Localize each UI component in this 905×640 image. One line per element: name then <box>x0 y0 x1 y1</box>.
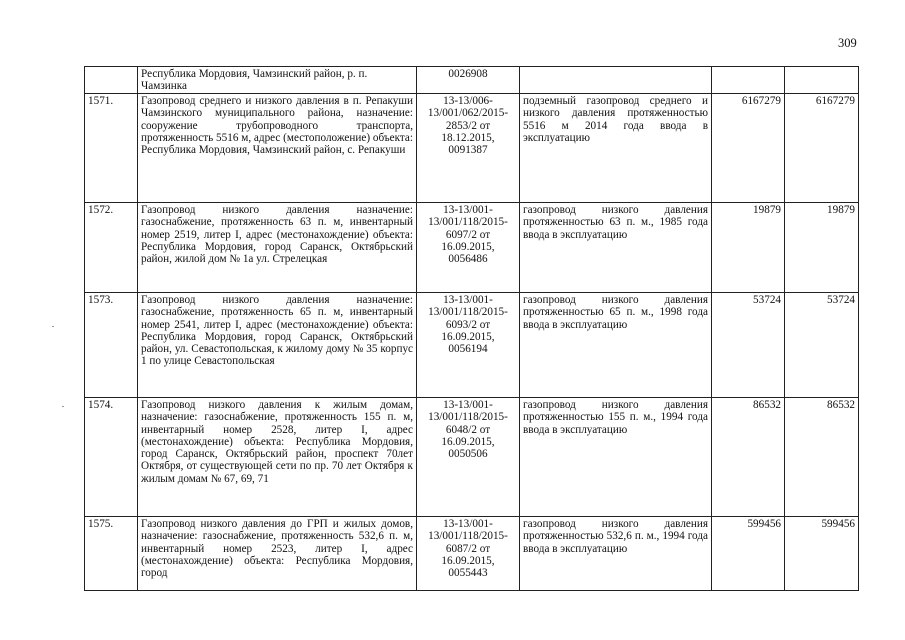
page-number: 309 <box>838 36 857 50</box>
row-number: 1572. <box>85 203 138 293</box>
row-number <box>85 67 138 94</box>
value-column-1: 19879 <box>712 203 785 293</box>
value-column-1: 53724 <box>712 293 785 398</box>
value-column-1: 6167279 <box>712 94 785 203</box>
value-column-1 <box>712 67 785 94</box>
object-description: Газопровод низкого давления назначение: газоснабжение, протяженность 63 п. м, инвентарный номер 2519, литер I, адрес (местонахождение) объекта: Республика Мордовия, город Саранск, Октябрьский район, жилой дом № 1а ул. Стрелецкая <box>138 203 417 293</box>
object-description: Газопровод среднего и низкого давления в п. Репакуши Чамзинского муниципального района, назначение: сооружение трубопроводного транспорта, протяженность 5516 м, адрес (местоположение) объекта: Республика Мордовия, Чамзинский район, с. Репакуши <box>138 94 417 203</box>
registration-record: 13-13/006- 13/001/062/2015- 2853/2 от 18.12.2015, 0091387 <box>417 94 520 203</box>
table-row <box>85 203 859 293</box>
object-description: Республика Мордовия, Чамзинский район, р. п. Чамзинка <box>138 67 417 94</box>
registration-record: 0026908 <box>417 67 520 94</box>
row-number: 1574. <box>85 398 138 517</box>
property-register-table <box>84 66 859 591</box>
value-column-2 <box>785 67 859 94</box>
scan-speck <box>62 406 64 407</box>
row-number: 1575. <box>85 517 138 591</box>
value-column-1: 86532 <box>712 398 785 517</box>
object-characteristics: газопровод низкого давления протяженностью 65 п. м., 1998 года ввода в эксплуатацию <box>520 293 712 398</box>
registration-record: 13-13/001- 13/001/118/2015- 6097/2 от 16.09.2015, 0056486 <box>417 203 520 293</box>
table-row <box>85 517 859 591</box>
value-column-2: 86532 <box>785 398 859 517</box>
value-column-2: 6167279 <box>785 94 859 203</box>
value-column-2: 599456 <box>785 517 859 591</box>
table-row <box>85 398 859 517</box>
object-description: Газопровод низкого давления до ГРП и жилых домов, назначение: газоснабжение, протяженность 532,6 п. м, инвентарный номер 2523, литер I, адрес (местонахождение) объекта: Республика Мордовия, город <box>138 517 417 591</box>
registration-record: 13-13/001- 13/001/118/2015- 6087/2 от 16.09.2015, 0055443 <box>417 517 520 591</box>
value-column-1: 599456 <box>712 517 785 591</box>
table-row <box>85 67 859 94</box>
value-column-2: 53724 <box>785 293 859 398</box>
row-number: 1571. <box>85 94 138 203</box>
object-characteristics: газопровод низкого давления протяженностью 63 п. м., 1985 года ввода в эксплуатацию <box>520 203 712 293</box>
object-characteristics <box>520 67 712 94</box>
table-row <box>85 94 859 203</box>
table-row <box>85 293 859 398</box>
object-characteristics: подземный газопровод среднего и низкого давления протяженностью 5516 м 2014 года ввода в эксплуатацию <box>520 94 712 203</box>
value-column-2: 19879 <box>785 203 859 293</box>
object-description: Газопровод низкого давления к жилым домам, назначение: газоснабжение, протяженность 155 п. м, инвентарный номер 2528, литер I, адрес (местонахождение) объекта: Республика Мордовия, город Саранск, Октябрьский район, проспект 70лет Октября, от существующей сети по пр. 70 лет Октября к жилым домам № 67, 69, 71 <box>138 398 417 517</box>
registration-record: 13-13/001- 13/001/118/2015- 6048/2 от 16.09.2015, 0050506 <box>417 398 520 517</box>
row-number: 1573. <box>85 293 138 398</box>
object-characteristics: газопровод низкого давления протяженностью 532,6 п. м., 1994 года ввода в эксплуатацию <box>520 517 712 591</box>
object-description: Газопровод низкого давления назначение: газоснабжение, протяженность 65 п. м, инвентарный номер 2541, литер I, адрес (местонахождение) объекта: Республика Мордовия, город Саранск, Октябрьский район, ул. Севастопольская, к жилому дому № 35 корпус 1 по улице Севастопольская <box>138 293 417 398</box>
scan-speck <box>52 326 54 327</box>
registration-record: 13-13/001- 13/001/118/2015- 6093/2 от 16.09.2015, 0056194 <box>417 293 520 398</box>
object-characteristics: газопровод низкого давления протяженностью 155 п. м., 1994 года ввода в эксплуатацию <box>520 398 712 517</box>
